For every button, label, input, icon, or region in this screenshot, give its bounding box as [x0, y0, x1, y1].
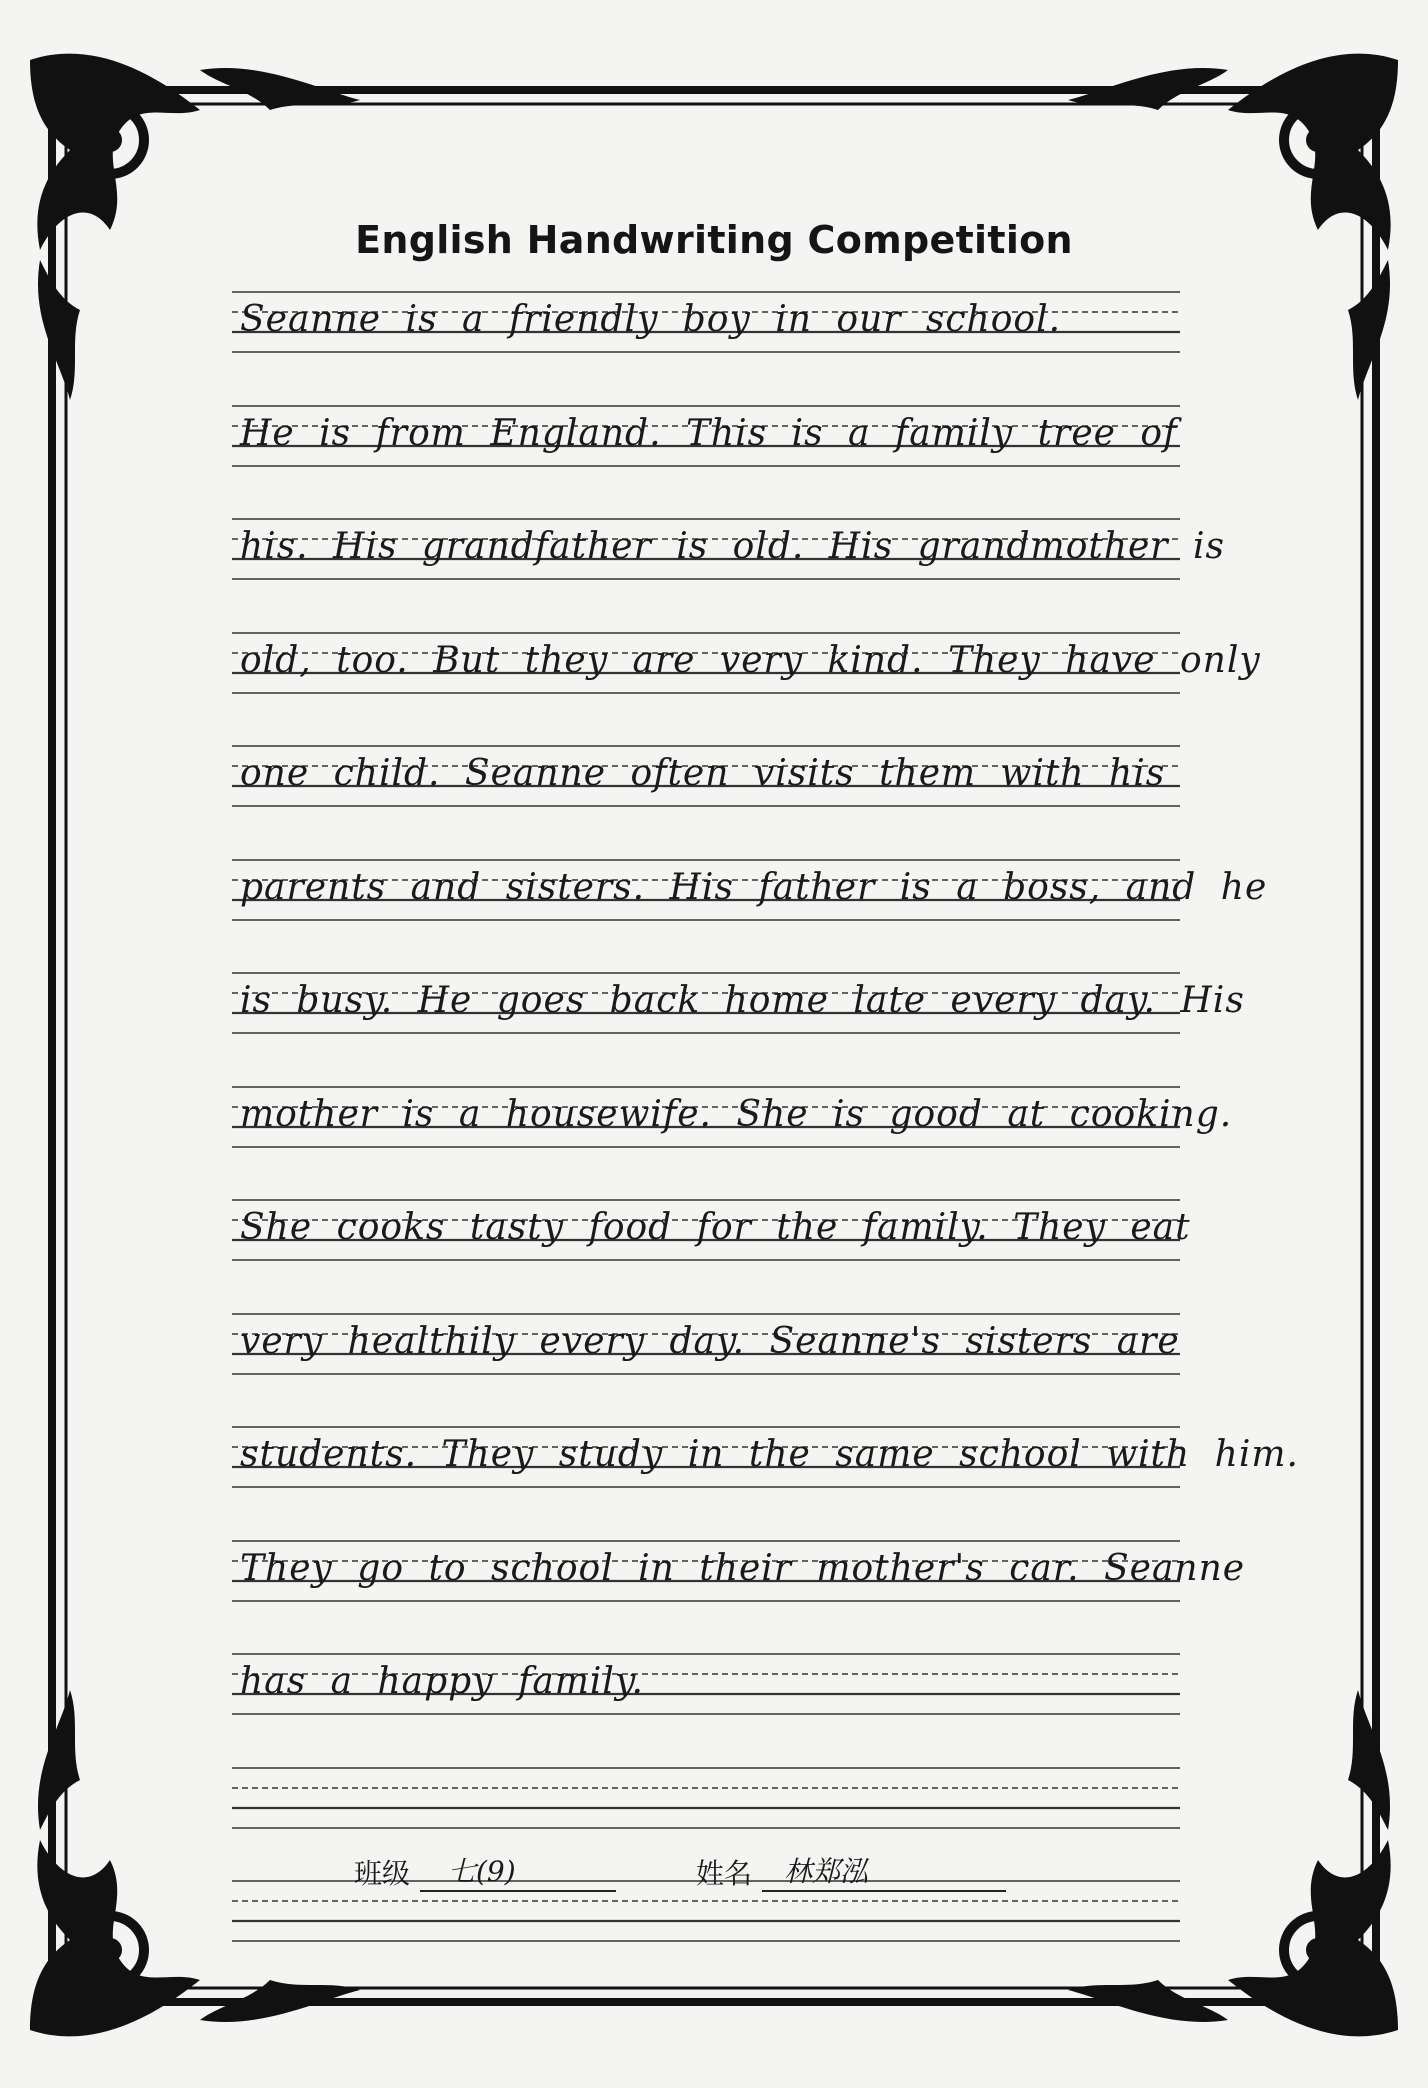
handwriting-row-text: They go to school in their mother's car. Seanne [240, 1548, 1246, 1589]
handwriting-row [234, 292, 1180, 360]
handwriting-row-text: is busy. He goes back home late every day. His [240, 980, 1245, 1021]
handwriting-row-text: She cooks tasty food for the family. They eat [240, 1207, 1191, 1248]
handwriting-row-text: his. His grandfather is old. His grandmother is [240, 526, 1225, 567]
corner-ornament-bottom-left [30, 1690, 360, 2036]
handwriting-row [234, 1427, 1299, 1495]
handwriting-row-text: Seanne is a friendly boy in our school. [240, 299, 1062, 340]
handwriting-row [234, 1314, 1180, 1382]
handwriting-row [234, 860, 1268, 928]
handwriting-row [234, 633, 1261, 701]
name-underline [762, 1890, 1006, 1892]
handwriting-row [234, 1541, 1246, 1609]
name-label: 姓名 [696, 1857, 753, 1890]
page-title: English Handwriting Competition [355, 218, 1073, 262]
handwriting-row-text: mother is a housewife. She is good at cooking. [240, 1094, 1233, 1135]
corner-ornament-bottom-right [1068, 1690, 1398, 2036]
class-underline [420, 1890, 616, 1892]
handwriting-row [234, 973, 1245, 1041]
handwriting-row-text: has a happy family. [240, 1661, 644, 1702]
handwriting-row-text: one child. Seanne often visits them with his [240, 753, 1166, 794]
handwriting-row [234, 1654, 1180, 1722]
handwriting-row-text: parents and sisters. His father is a boss, and he [240, 867, 1268, 908]
handwriting-row-text: He is from England. This is a family tree of [240, 413, 1178, 454]
handwriting-row [234, 519, 1225, 587]
handwriting-row [234, 1200, 1191, 1268]
class-value: 七(9) [448, 1855, 516, 1888]
name-value: 林郑泓 [784, 1855, 869, 1888]
class-label: 班级 [354, 1857, 411, 1890]
handwriting-row-text: students. They study in the same school with him. [240, 1434, 1299, 1475]
handwriting-row [234, 406, 1180, 474]
handwriting-row [234, 1087, 1233, 1155]
handwriting-row-text: old, too. But they are very kind. They have only [240, 640, 1261, 681]
handwriting-row-text: very healthily every day. Seanne's sisters are [240, 1321, 1180, 1362]
handwriting-row [234, 746, 1180, 814]
handwriting-row [234, 1768, 1180, 1836]
